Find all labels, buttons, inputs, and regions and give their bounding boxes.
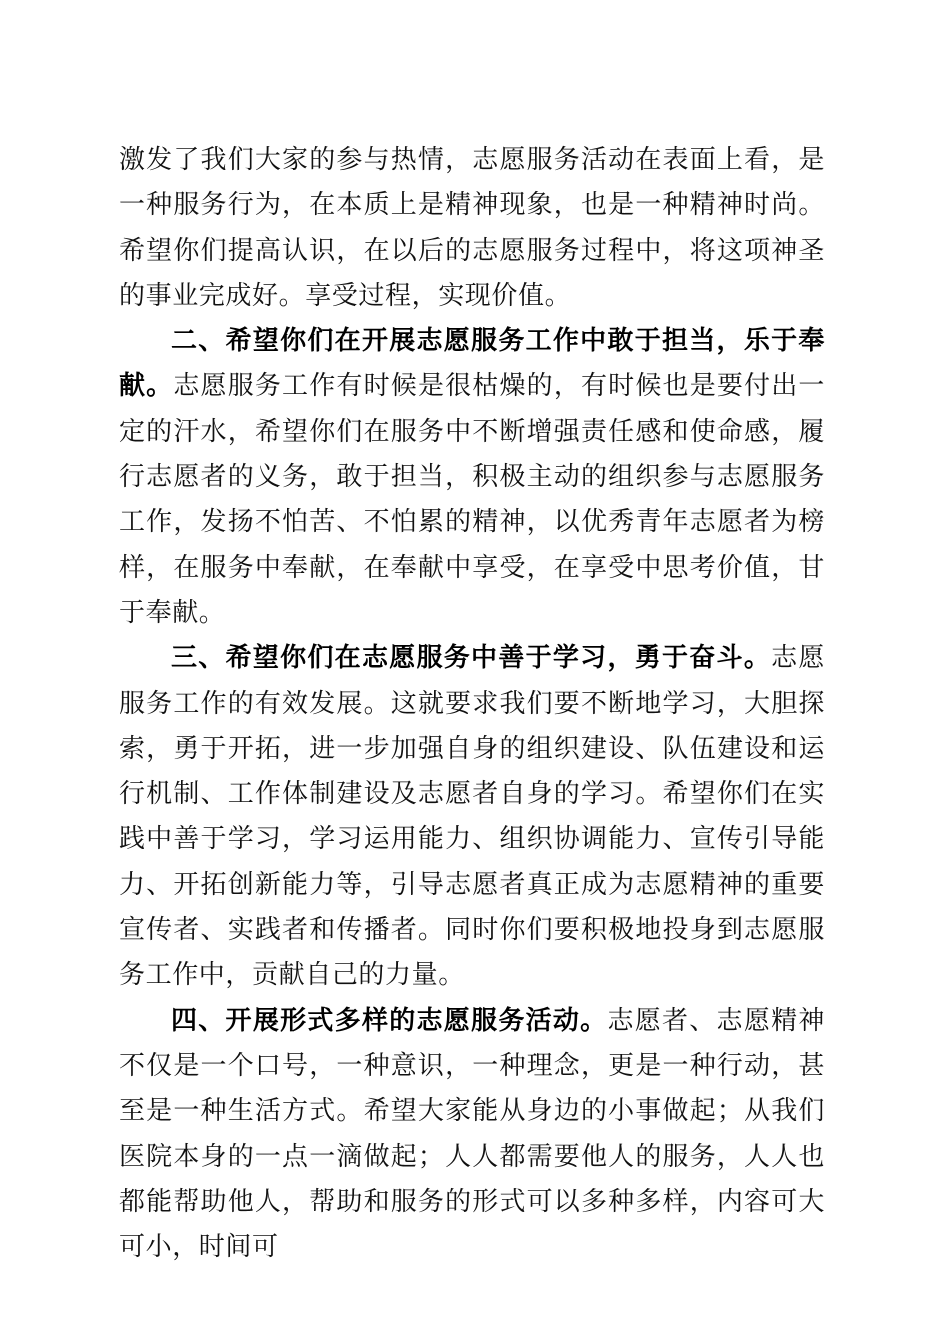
paragraph-text: 志愿者、志愿精神不仅是一个口号，一种意识，一种理念，更是一种行动，甚至是一种生活方式。希望大家能从身边的小事做起；从我们医院本身的一点一滴做起；人人都需要他人的服务，人人也都能帮助他人，帮助和服务的形式可以多种多样，内容可大可小，时间可 [119,1005,825,1263]
paragraph-text: 志愿服务工作有时候是很枯燥的，有时候也是要付出一定的汗水，希望你们在服务中不断增强责任感和使命感，履行志愿者的义务，敢于担当，积极主动的组织参与志愿服务工作，发扬不怕苦、不怕累的精神，以优秀青年志愿者为榜样，在服务中奉献，在奉献中享受，在享受中思考价值，甘于奉献。 [119,371,825,628]
paragraph-text: 激发了我们大家的参与热情，志愿服务活动在表面上看，是一种服务行为，在本质上是精神现象，也是一种精神时尚。希望你们提高认识，在以后的志愿服务过程中，将这项神圣的事业完成好。享受过程，实现价值。 [119,145,825,311]
paragraph-text: 志愿服务工作的有效发展。这就要求我们要不断地学习，大胆探索，勇于开拓，进一步加强自身的组织建设、队伍建设和运行机制、工作体制建设及志愿者自身的学习。希望你们在实践中善于学习，学习运用能力、组织协调能力、宣传引导能力、开拓创新能力等，引导志愿者真正成为志愿精神的重要宣传者、实践者和传播者。同时你们要积极地投身到志愿服务工作中，贡献自己的力量。 [119,643,826,991]
section-heading-3: 三、希望你们在志愿服务中善于学习，勇于奋斗。 [171,643,772,674]
paragraph-section-4 [119,999,825,1271]
document-body [119,138,825,1270]
paragraph-continuation [119,138,825,319]
paragraph-section-2 [119,319,825,636]
section-heading-2: 二、希望你们在开展志愿服务工作中敢于担当，乐于奉献。 [119,326,825,402]
paragraph-section-3 [119,636,825,998]
section-heading-4: 四、开展形式多样的志愿服务活动。 [171,1005,608,1036]
